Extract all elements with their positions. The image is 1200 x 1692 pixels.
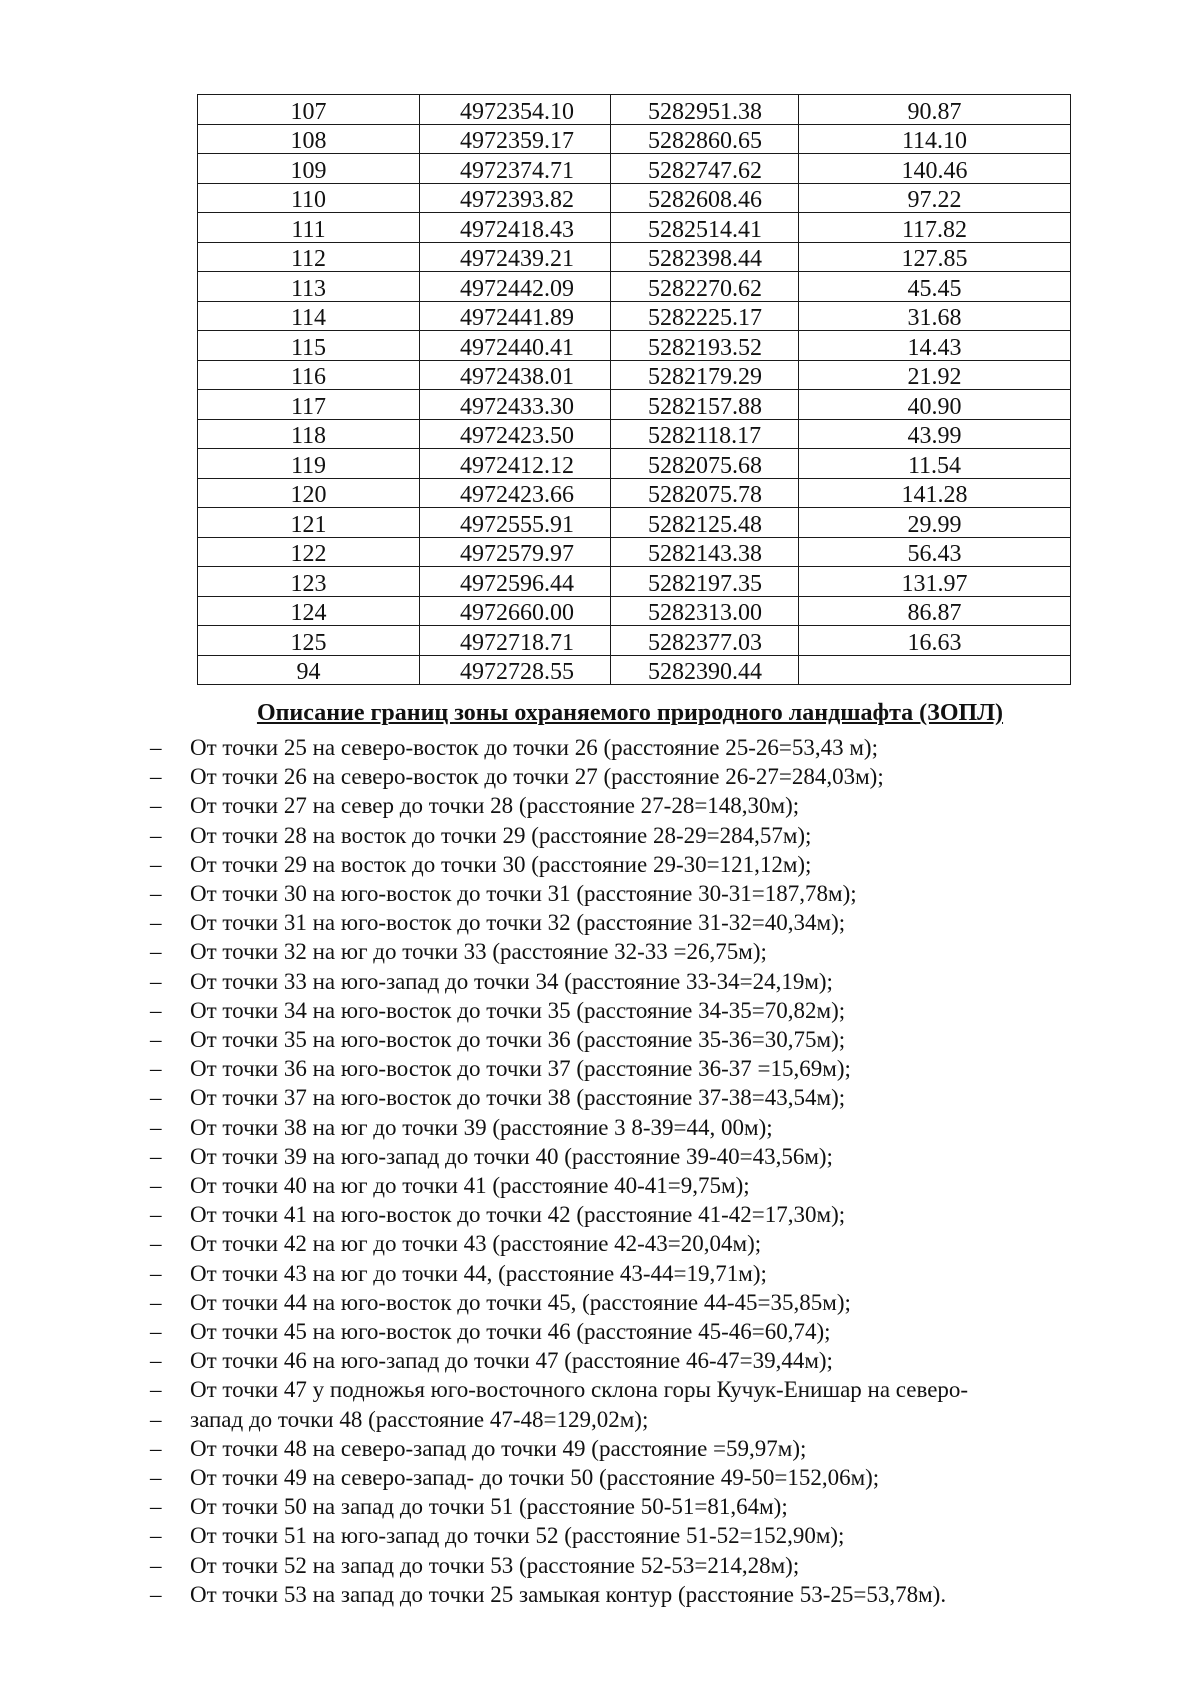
x-coordinate-cell: 4972440.41: [420, 331, 611, 361]
list-item: [150, 1054, 1050, 1083]
x-coordinate-cell: 4972439.21: [420, 242, 611, 272]
y-coordinate-cell: 5282225.17: [611, 301, 799, 331]
point-number-cell: 108: [198, 124, 420, 154]
distance-cell: 56.43: [799, 537, 1071, 567]
coordinates-table: [197, 94, 1071, 685]
list-item: [150, 1171, 1050, 1200]
distance-cell: 43.99: [799, 419, 1071, 449]
distance-cell: 40.90: [799, 390, 1071, 420]
x-coordinate-cell: 4972555.91: [420, 508, 611, 538]
list-dash: –: [150, 939, 162, 965]
y-coordinate-cell: 5282514.41: [611, 213, 799, 243]
list-item: [150, 1492, 1050, 1521]
list-item-text: От точки 46 на юго-запад до точки 47 (расстояние 46-47=39,44м);: [190, 1348, 833, 1374]
list-dash: –: [150, 910, 162, 936]
list-dash: –: [150, 851, 162, 877]
list-item-text: От точки 43 на юг до точки 44, (расстояние 43-44=19,71м);: [190, 1260, 767, 1286]
y-coordinate-cell: 5282951.38: [611, 95, 799, 125]
x-coordinate-cell: 4972393.82: [420, 183, 611, 213]
list-item-text: От точки 53 на запад до точки 25 замыкая контур (расстояние 53-25=53,78м).: [190, 1581, 947, 1607]
list-item: [150, 1521, 1050, 1550]
list-dash: –: [150, 764, 162, 790]
list-dash: –: [150, 1027, 162, 1053]
list-dash: –: [150, 1173, 162, 1199]
list-item-text: От точки 40 на юг до точки 41 (расстояние 40-41=9,75м);: [190, 1173, 750, 1199]
list-item: [150, 1259, 1050, 1288]
distance-cell: 117.82: [799, 213, 1071, 243]
table-row: [198, 360, 1071, 390]
distance-cell: [799, 655, 1071, 685]
distance-cell: 11.54: [799, 449, 1071, 479]
distance-cell: 141.28: [799, 478, 1071, 508]
list-item-text: От точки 42 на юг до точки 43 (расстояние 42-43=20,04м);: [190, 1231, 762, 1257]
list-item-text: От точки 52 на запад до точки 53 (расстояние 52-53=214,28м);: [190, 1552, 800, 1578]
list-dash: –: [150, 1552, 162, 1578]
y-coordinate-cell: 5282197.35: [611, 567, 799, 597]
list-item: [150, 1113, 1050, 1142]
list-dash: –: [150, 1523, 162, 1549]
y-coordinate-cell: 5282313.00: [611, 596, 799, 626]
point-number-cell: 120: [198, 478, 420, 508]
point-number-cell: 114: [198, 301, 420, 331]
list-dash: –: [150, 1406, 162, 1432]
list-dash: –: [150, 1289, 162, 1315]
list-item: [150, 1463, 1050, 1492]
table-row: [198, 508, 1071, 538]
list-item: [150, 1580, 1050, 1609]
y-coordinate-cell: 5282125.48: [611, 508, 799, 538]
point-number-cell: 94: [198, 655, 420, 685]
section-title: Описание границ зоны охраняемого природного ландшафта (ЗОПЛ): [256, 700, 1004, 726]
list-dash: –: [150, 822, 162, 848]
list-item: [150, 1405, 1050, 1434]
list-dash: –: [150, 1143, 162, 1169]
table-row: [198, 567, 1071, 597]
table-row: [198, 478, 1071, 508]
list-item: [150, 1142, 1050, 1171]
list-item-text: От точки 39 на юго-запад до точки 40 (расстояние 39-40=43,56м);: [190, 1143, 833, 1169]
x-coordinate-cell: 4972412.12: [420, 449, 611, 479]
y-coordinate-cell: 5282270.62: [611, 272, 799, 302]
point-number-cell: 109: [198, 154, 420, 184]
table-row: [198, 124, 1071, 154]
table-row: [198, 242, 1071, 272]
list-dash: –: [150, 968, 162, 994]
list-item-text: От точки 25 на северо-восток до точки 26 (расстояние 25-26=53,43 м);: [190, 735, 878, 760]
point-number-cell: 110: [198, 183, 420, 213]
y-coordinate-cell: 5282179.29: [611, 360, 799, 390]
point-number-cell: 119: [198, 449, 420, 479]
list-item: [150, 1317, 1050, 1346]
list-item-text: От точки 26 на северо-восток до точки 27 (расстояние 26-27=284,03м);: [190, 764, 884, 790]
distance-cell: 86.87: [799, 596, 1071, 626]
y-coordinate-cell: 5282390.44: [611, 655, 799, 685]
list-item: [150, 1229, 1050, 1258]
x-coordinate-cell: 4972660.00: [420, 596, 611, 626]
distance-cell: 131.97: [799, 567, 1071, 597]
point-number-cell: 118: [198, 419, 420, 449]
list-dash: –: [150, 1435, 162, 1461]
list-item-text: От точки 35 на юго-восток до точки 36 (расстояние 35-36=30,75м);: [190, 1027, 846, 1053]
y-coordinate-cell: 5282377.03: [611, 626, 799, 656]
point-number-cell: 125: [198, 626, 420, 656]
point-number-cell: 112: [198, 242, 420, 272]
point-number-cell: 115: [198, 331, 420, 361]
list-dash: –: [150, 881, 162, 907]
list-item-text: От точки 48 на северо-запад до точки 49 (расстояние =59,97м);: [190, 1435, 807, 1461]
x-coordinate-cell: 4972441.89: [420, 301, 611, 331]
x-coordinate-cell: 4972423.50: [420, 419, 611, 449]
list-item: [150, 791, 1050, 820]
y-coordinate-cell: 5282118.17: [611, 419, 799, 449]
point-number-cell: 111: [198, 213, 420, 243]
x-coordinate-cell: 4972718.71: [420, 626, 611, 656]
list-dash: –: [150, 1465, 162, 1491]
point-number-cell: 113: [198, 272, 420, 302]
list-item-text: От точки 37 на юго-восток до точки 38 (расстояние 37-38=43,54м);: [190, 1085, 846, 1111]
point-number-cell: 117: [198, 390, 420, 420]
list-item: [150, 996, 1050, 1025]
y-coordinate-cell: 5282143.38: [611, 537, 799, 567]
list-dash: –: [150, 735, 162, 760]
y-coordinate-cell: 5282075.68: [611, 449, 799, 479]
y-coordinate-cell: 5282608.46: [611, 183, 799, 213]
x-coordinate-cell: 4972354.10: [420, 95, 611, 125]
table-row: [198, 655, 1071, 685]
list-dash: –: [150, 1260, 162, 1286]
list-item: [150, 1025, 1050, 1054]
list-item: [150, 821, 1050, 850]
list-item: [150, 908, 1050, 937]
point-number-cell: 124: [198, 596, 420, 626]
coordinates-table-body: [198, 95, 1071, 685]
list-item: [150, 762, 1050, 791]
distance-cell: 21.92: [799, 360, 1071, 390]
list-item: [150, 967, 1050, 996]
list-dash: –: [150, 1056, 162, 1082]
list-item: [150, 1375, 1050, 1404]
list-dash: –: [150, 1348, 162, 1374]
list-item-text: От точки 49 на северо-запад- до точки 50 (расстояние 49-50=152,06м);: [190, 1465, 880, 1491]
list-item-text: От точки 36 на юго-восток до точки 37 (расстояние 36-37 =15,69м);: [190, 1056, 851, 1082]
list-item: [150, 1346, 1050, 1375]
point-number-cell: 121: [198, 508, 420, 538]
x-coordinate-cell: 4972418.43: [420, 213, 611, 243]
list-dash: –: [150, 1494, 162, 1520]
table-row: [198, 419, 1071, 449]
list-dash: –: [150, 997, 162, 1023]
x-coordinate-cell: 4972596.44: [420, 567, 611, 597]
table-row: [198, 301, 1071, 331]
table-row: [198, 626, 1071, 656]
point-number-cell: 123: [198, 567, 420, 597]
list-item-text: От точки 44 на юго-восток до точки 45, (расстояние 44-45=35,85м);: [190, 1289, 851, 1315]
distance-cell: 16.63: [799, 626, 1071, 656]
list-dash: –: [150, 1319, 162, 1345]
table-row: [198, 449, 1071, 479]
list-dash: –: [150, 1581, 162, 1607]
point-number-cell: 107: [198, 95, 420, 125]
x-coordinate-cell: 4972423.66: [420, 478, 611, 508]
list-dash: –: [150, 1114, 162, 1140]
list-item-text: От точки 28 на восток до точки 29 (расстояние 28-29=284,57м);: [190, 822, 812, 848]
table-row: [198, 537, 1071, 567]
list-item-text: От точки 45 на юго-восток до точки 46 (расстояние 45-46=60,74);: [190, 1319, 831, 1345]
list-item-text: От точки 41 на юго-восток до точки 42 (расстояние 41-42=17,30м);: [190, 1202, 846, 1228]
list-item-text: От точки 27 на север до точки 28 (расстояние 27-28=148,30м);: [190, 793, 800, 819]
distance-cell: 114.10: [799, 124, 1071, 154]
table-row: [198, 390, 1071, 420]
table-row: [198, 213, 1071, 243]
x-coordinate-cell: 4972359.17: [420, 124, 611, 154]
list-item: [150, 879, 1050, 908]
distance-cell: 140.46: [799, 154, 1071, 184]
table-row: [198, 95, 1071, 125]
y-coordinate-cell: 5282747.62: [611, 154, 799, 184]
list-dash: –: [150, 1202, 162, 1228]
list-dash: –: [150, 1085, 162, 1111]
list-item: [150, 1288, 1050, 1317]
list-item-text: запад до точки 48 (расстояние 47-48=129,02м);: [190, 1406, 649, 1432]
x-coordinate-cell: 4972374.71: [420, 154, 611, 184]
y-coordinate-cell: 5282860.65: [611, 124, 799, 154]
list-item: [150, 937, 1050, 966]
list-item-text: От точки 31 на юго-восток до точки 32 (расстояние 31-32=40,34м);: [190, 910, 846, 936]
x-coordinate-cell: 4972728.55: [420, 655, 611, 685]
table-row: [198, 331, 1071, 361]
distance-cell: 14.43: [799, 331, 1071, 361]
point-number-cell: 116: [198, 360, 420, 390]
list-item: [150, 1200, 1050, 1229]
list-dash: –: [150, 1231, 162, 1257]
list-item: [150, 850, 1050, 879]
y-coordinate-cell: 5282157.88: [611, 390, 799, 420]
list-item-text: От точки 50 на запад до точки 51 (расстояние 50-51=81,64м);: [190, 1494, 788, 1520]
table-row: [198, 154, 1071, 184]
list-item: [150, 733, 1050, 762]
table-row: [198, 272, 1071, 302]
table-row: [198, 183, 1071, 213]
x-coordinate-cell: 4972438.01: [420, 360, 611, 390]
distance-cell: 45.45: [799, 272, 1071, 302]
list-item-text: От точки 29 на восток до точки 30 (расстояние 29-30=121,12м);: [190, 851, 812, 877]
distance-cell: 90.87: [799, 95, 1071, 125]
list-item-text: От точки 47 у подножья юго-восточного склона горы Кучук-Енишар на северо-: [190, 1377, 969, 1403]
list-item: [150, 1551, 1050, 1580]
list-item-text: От точки 30 на юго-восток до точки 31 (расстояние 30-31=187,78м);: [190, 881, 857, 907]
list-item-text: От точки 38 на юг до точки 39 (расстояние 3 8-39=44, 00м);: [190, 1114, 773, 1140]
list-item-text: От точки 34 на юго-восток до точки 35 (расстояние 34-35=70,82м);: [190, 997, 846, 1023]
y-coordinate-cell: 5282075.78: [611, 478, 799, 508]
list-item: [150, 1434, 1050, 1463]
list-item-text: От точки 32 на юг до точки 33 (расстояние 32-33 =26,75м);: [190, 939, 767, 965]
y-coordinate-cell: 5282193.52: [611, 331, 799, 361]
distance-cell: 31.68: [799, 301, 1071, 331]
distance-cell: 127.85: [799, 242, 1071, 272]
x-coordinate-cell: 4972433.30: [420, 390, 611, 420]
y-coordinate-cell: 5282398.44: [611, 242, 799, 272]
list-item: [150, 1083, 1050, 1112]
point-number-cell: 122: [198, 537, 420, 567]
x-coordinate-cell: 4972442.09: [420, 272, 611, 302]
x-coordinate-cell: 4972579.97: [420, 537, 611, 567]
table-row: [198, 596, 1071, 626]
distance-cell: 97.22: [799, 183, 1071, 213]
list-dash: –: [150, 1377, 162, 1403]
distance-cell: 29.99: [799, 508, 1071, 538]
list-dash: –: [150, 793, 162, 819]
list-item-text: От точки 51 на юго-запад до точки 52 (расстояние 51-52=152,90м);: [190, 1523, 845, 1549]
boundary-description-list: [150, 733, 1050, 1609]
list-item-text: От точки 33 на юго-запад до точки 34 (расстояние 33-34=24,19м);: [190, 968, 833, 994]
